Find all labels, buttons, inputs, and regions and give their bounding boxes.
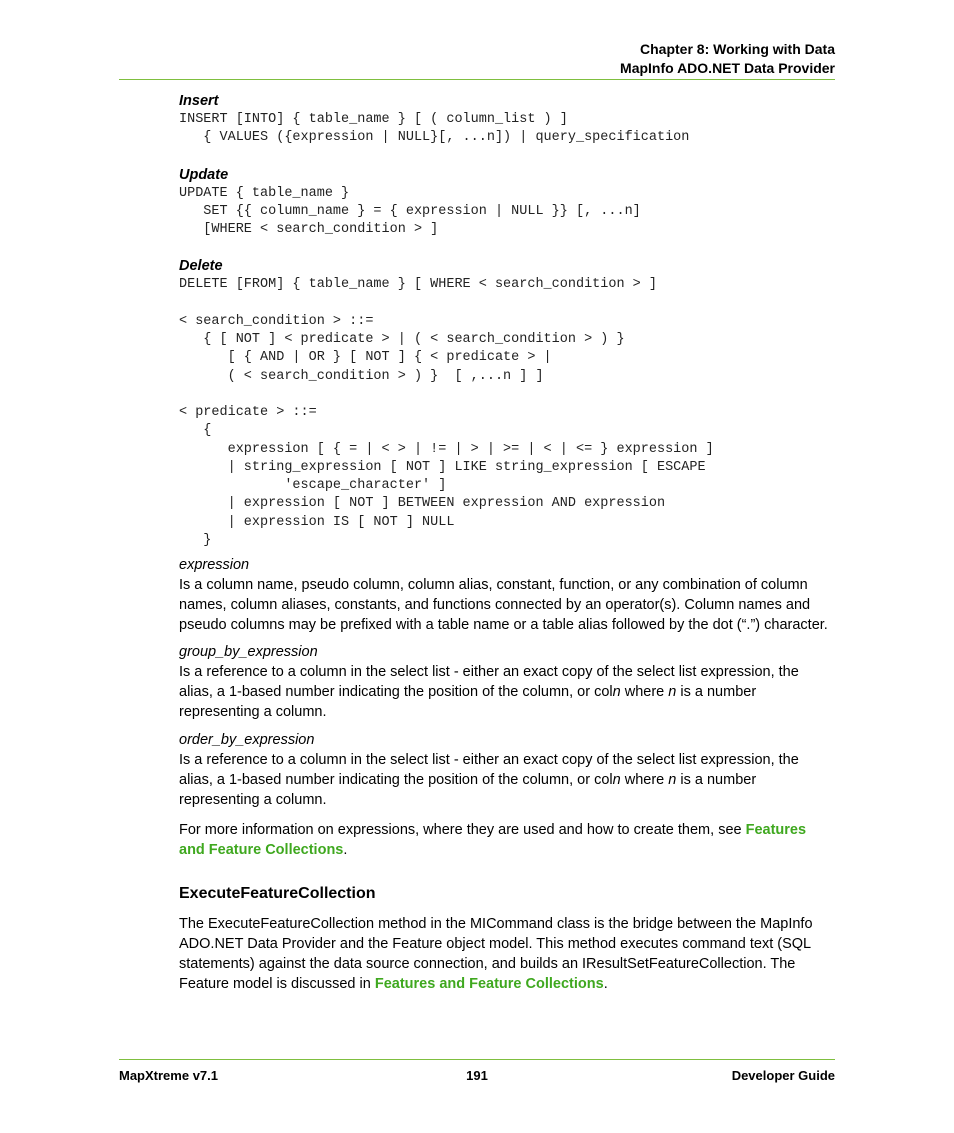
more-info-paragraph: For more information on expressions, where they are used and how to create them, see Features and Feature Collections.: [179, 822, 807, 859]
insert-heading: Insert: [179, 93, 219, 109]
group-by-term: group_by_expression: [179, 644, 318, 661]
execute-section-heading: ExecuteFeatureCollection: [179, 885, 376, 903]
features-link[interactable]: Features and Feature Collections: [179, 822, 807, 859]
expression-term: expression: [179, 557, 250, 574]
header-rule: [119, 79, 835, 80]
order-by-definition: Is a reference to a column in the select list - either an exact copy of the select list expression, the alias, a 1-based number indicating the position of the column, or coln where n is a number representing a column.: [179, 752, 799, 809]
footer-product: MapXtreme v7.1: [119, 1068, 218, 1083]
expression-definition: Is a column name, pseudo column, column alias, constant, function, or any combination of column names, column aliases, constants, and functions connected by an operator(s). Column names and pseudo columns may be prefixed with a table name or a table alias followed by the dot (“.”) character.: [179, 577, 828, 634]
header-section: MapInfo ADO.NET Data Provider: [620, 60, 835, 76]
group-by-definition: Is a reference to a column in the select list - either an exact copy of the select list expression, the alias, a 1-based number indicating the position of the column, or coln where n is a number representing a column.: [179, 664, 799, 721]
insert-syntax: INSERT [INTO] { table_name } [ ( column_list ) ] { VALUES ({expression | NULL}[, ...n]) | query_specification: [179, 112, 690, 146]
update-heading: Update: [179, 166, 229, 183]
order-by-term: order_by_expression: [179, 732, 315, 749]
execute-section-paragraph: The ExecuteFeatureCollection method in the MICommand class is the bridge between the MapInfo ADO.NET Data Provider and the Feature object model. This method executes command text (SQL statements) against the data source connection, and builds an IResultSetFeatureCollection. The Feature model is discussed in Features and Feature Collections.: [179, 916, 813, 993]
delete-syntax: DELETE [FROM] { table_name } [ WHERE < search_condition > ]: [179, 277, 657, 293]
page-body: [179, 92, 835, 994]
footer-rule: [119, 1059, 835, 1060]
delete-heading: Delete: [179, 258, 223, 275]
footer-guide: Developer Guide: [731, 1068, 835, 1083]
page-number: 191: [466, 1068, 488, 1083]
header-chapter: Chapter 8: Working with Data: [640, 41, 835, 57]
update-syntax: UPDATE { table_name } SET {{ column_name } = { expression | NULL }} [, ...n] [WHERE < search_condition > ]: [179, 185, 641, 238]
features-link-2[interactable]: Features and Feature Collections: [374, 976, 604, 993]
search-condition-syntax: < search_condition > ::= { [ NOT ] < predicate > | ( < search_condition > ) } [ { AND | OR } [ NOT ] { < predicate > | ( < search_condition > ) } [ ,...n ] ]: [179, 313, 625, 384]
running-header: [620, 40, 835, 78]
predicate-syntax: < predicate > ::= { expression [ { = | < > | != | > | >= | < | <= } expression ] | string_expression [ NOT ] LIKE string_expression [ ESCAPE 'escape_character' ] | expression [ NOT ] BETWEEN expression AND expression | expression IS [ NOT ] NULL }: [179, 404, 714, 549]
